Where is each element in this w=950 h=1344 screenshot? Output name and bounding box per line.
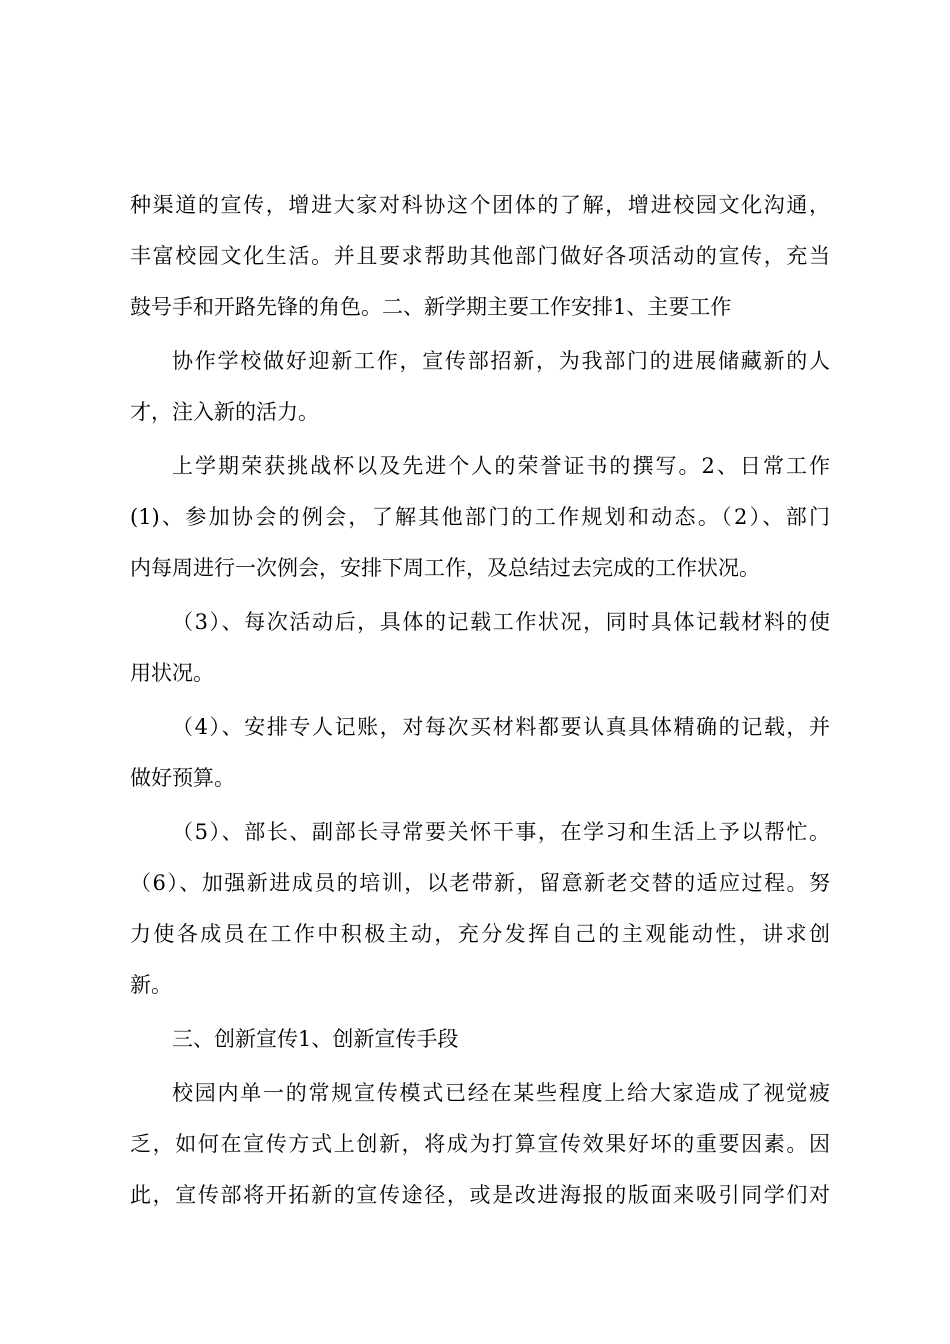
text-line: 上学期荣获挑战杯以及先进个人的荣誉证书的撰写。2、日常工作 — [172, 454, 830, 478]
text-line: （3）、每次活动后，具体的记载工作状况，同时具体记载材料的使 — [172, 610, 830, 634]
text-line: 力使各成员在工作中积极主动，充分发挥自己的主观能动性，讲求创 — [130, 922, 830, 946]
text-line: 协作学校做好迎新工作，宣传部招新，为我部门的进展储藏新的人 — [172, 349, 830, 373]
text-line: (1)、参加协会的例会，了解其他部门的工作规划和动态。（2）、部门 — [130, 505, 830, 529]
text-line: 做好预算。 — [130, 766, 235, 790]
text-line: 校园内单一的常规宣传模式已经在某些程度上给大家造成了视觉疲 — [172, 1081, 830, 1105]
text-line: 种渠道的宣传，增进大家对科协这个团体的了解，增进校园文化沟通， — [130, 193, 830, 217]
text-line: （5）、部长、副部长寻常要关怀干事，在学习和生活上予以帮忙。 — [172, 820, 830, 844]
text-line: （6）、加强新进成员的培训，以老带新，留意新老交替的适应过程。努 — [130, 871, 830, 895]
text-line: 鼓号手和开路先锋的角色。二、新学期主要工作安排1、主要工作 — [130, 295, 732, 319]
text-line: （4）、安排专人记账，对每次买材料都要认真具体精确的记载，并 — [172, 715, 830, 739]
text-line: 新。 — [130, 973, 172, 997]
text-line: 丰富校园文化生活。并且要求帮助其他部门做好各项活动的宣传，充当 — [130, 244, 830, 268]
text-line: 才，注入新的活力。 — [130, 400, 319, 424]
text-line: 此，宣传部将开拓新的宣传途径，或是改进海报的版面来吸引同学们对 — [130, 1183, 830, 1207]
section-heading: 三、创新宣传1、创新宣传手段 — [172, 1027, 459, 1051]
text-line: 用状况。 — [130, 661, 214, 685]
text-line: 内每周进行一次例会，安排下周工作，及总结过去完成的工作状况。 — [130, 556, 760, 580]
text-line: 乏，如何在宣传方式上创新，将成为打算宣传效果好坏的重要因素。因 — [130, 1132, 830, 1156]
